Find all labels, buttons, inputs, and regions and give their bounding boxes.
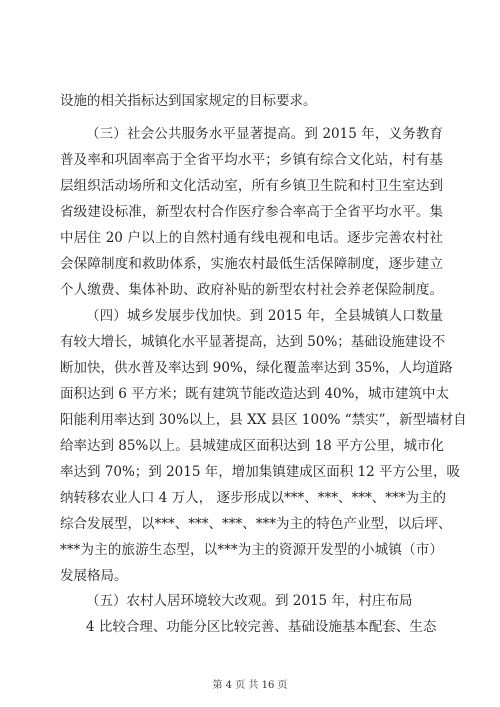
text-line-16: 纳转移农业人口 4 万人， 逐步形成以***、***、***、***为主的 <box>60 490 446 506</box>
text-line-11: 断加快，供水普及率达到 90%，绿化覆盖率达到 35%，人均道路 <box>60 360 453 376</box>
text-line-4: 层组织活动场所和文化活动室，所有乡镇卫生院和村卫生室达到 <box>60 178 443 194</box>
text-line-18: ***为主的旅游生态型，以***为主的资源开发型的小城镇（市） <box>60 542 443 558</box>
text-line-2: （三）社会公共服务水平显著提高。到 2015 年，义务教育 <box>86 126 443 142</box>
text-line-8: 个人缴费、集体补助、政府补贴的新型农村社会养老保险制度。 <box>60 282 443 298</box>
text-line-9: （四）城乡发展步伐加快。到 2015 年，全县城镇人口数量 <box>86 308 443 324</box>
text-line-5: 省级建设标准，新型农村合作医疗参合率高于全省平均水平。集 <box>60 204 443 220</box>
text-line-20: （五）农村人居环境较大改观。到 2015 年，村庄布局 <box>86 593 413 609</box>
text-line-13: 阳能利用率达到 30%以上，县 XX 县区 100% “禁实”，新型墙材自 <box>60 412 467 428</box>
text-line-17: 综合发展型，以***、***、***、***为主的特色产业型，以后坪、 <box>60 516 452 532</box>
text-line-7: 会保障制度和救助体系，实施农村最低生活保障制度，逐步建立 <box>60 256 443 272</box>
text-line-3: 普及率和巩固率高于全省平均水平；乡镇有综合文化站，村有基 <box>60 152 443 168</box>
page-number: 第 4 页 共 16 页 <box>212 680 288 691</box>
text-line-10: 有较大增长，城镇化水平显著提高，达到 50%；基础设施建设不 <box>60 334 446 350</box>
text-line-1: 设施的相关指标达到国家规定的目标要求。 <box>60 93 317 109</box>
text-line-12: 面积达到 6 平方米；既有建筑节能改造达到 40%，城市建筑中太 <box>60 386 449 402</box>
text-line-21: 4 比较合理、功能分区比较完善、基础设施基本配套、生态 <box>86 619 437 635</box>
text-line-14: 给率达到 85%以上。县城建成区面积达到 18 平方公里，城市化 <box>60 438 445 454</box>
text-line-19: 发展格局。 <box>60 568 128 584</box>
text-line-6: 中居住 20 户以上的自然村通有线电视和电话。逐步完善农村社 <box>60 230 443 246</box>
text-line-15: 率达到 70%；到 2015 年，增加集镇建成区面积 12 平方公里，吸 <box>60 464 460 480</box>
